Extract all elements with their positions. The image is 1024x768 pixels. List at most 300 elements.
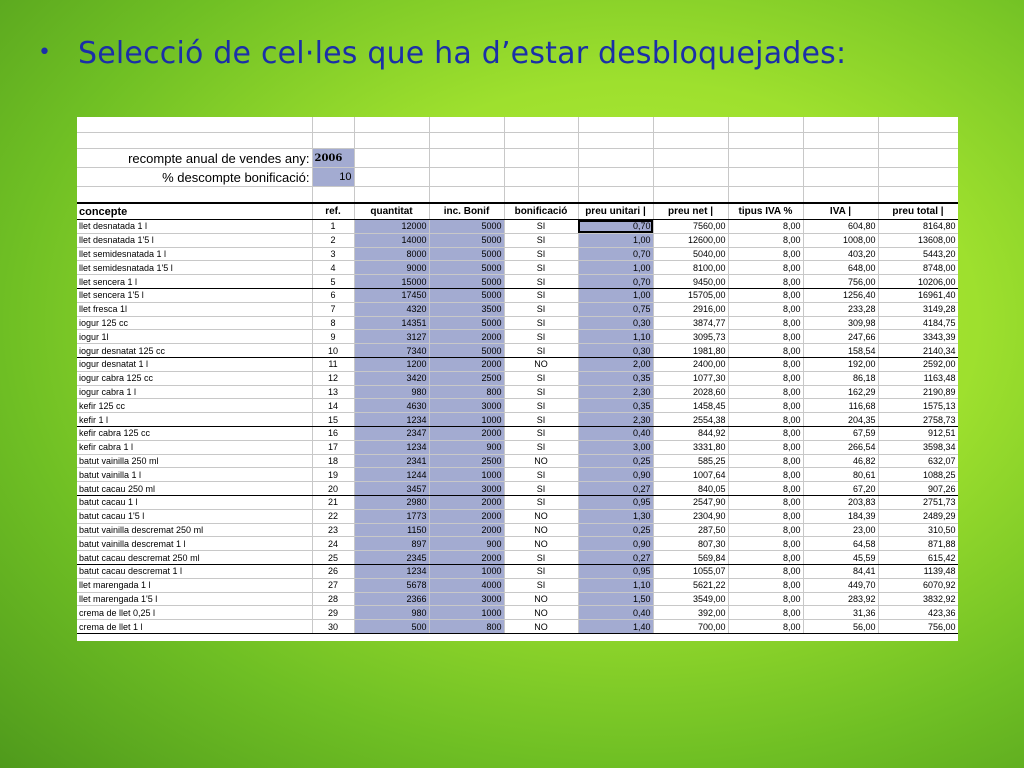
cell-preu-unitari[interactable]: 0,90 (578, 537, 653, 551)
cell-tipus-iva[interactable]: 8,00 (728, 482, 803, 496)
cell[interactable] (504, 187, 578, 204)
cell-preu-net[interactable]: 7560,00 (653, 220, 728, 234)
cell-preu-total[interactable]: 3832,92 (878, 592, 958, 606)
cell-ref[interactable]: 4 (312, 261, 354, 275)
table-row[interactable] (77, 620, 958, 634)
cell-inc-bonif[interactable]: 2000 (429, 330, 504, 344)
cell-inc-bonif[interactable]: 5000 (429, 316, 504, 330)
cell-iva[interactable]: 67,20 (803, 482, 878, 496)
cell-preu-net[interactable]: 9450,00 (653, 275, 728, 289)
cell[interactable] (878, 133, 958, 149)
cell-preu-unitari[interactable]: 2,30 (578, 413, 653, 427)
cell-preu-total[interactable]: 1163,48 (878, 371, 958, 385)
cell-inc-bonif[interactable]: 1000 (429, 468, 504, 482)
cell-preu-unitari[interactable]: 0,90 (578, 468, 653, 482)
cell-tipus-iva[interactable]: 8,00 (728, 564, 803, 578)
cell-concepte[interactable]: llet semidesnatada 1 l (77, 247, 312, 261)
cell-concepte[interactable]: batut vainilla 1 l (77, 468, 312, 482)
table-row[interactable] (77, 468, 958, 482)
cell-concepte[interactable]: llet desnatada 1'5 l (77, 233, 312, 247)
cell[interactable] (728, 187, 803, 204)
cell-inc-bonif[interactable]: 2000 (429, 426, 504, 440)
cell-bonificacio[interactable]: SI (504, 551, 578, 565)
cell-quantitat[interactable]: 17450 (354, 288, 429, 302)
cell-ref[interactable]: 7 (312, 302, 354, 316)
cell-concepte[interactable]: batut cacau descremat 250 ml (77, 551, 312, 565)
cell[interactable] (312, 117, 354, 133)
cell-concepte[interactable]: llet fresca 1l (77, 302, 312, 316)
cell-quantitat[interactable]: 1200 (354, 357, 429, 371)
cell[interactable] (653, 187, 728, 204)
cell-preu-total[interactable]: 2140,34 (878, 344, 958, 358)
table-row[interactable] (77, 302, 958, 316)
cell[interactable] (878, 117, 958, 133)
cell-inc-bonif[interactable]: 2000 (429, 357, 504, 371)
cell-tipus-iva[interactable]: 8,00 (728, 344, 803, 358)
cell[interactable] (803, 168, 878, 187)
cell-ref[interactable]: 6 (312, 288, 354, 302)
cell-ref[interactable]: 17 (312, 440, 354, 454)
cell-inc-bonif[interactable]: 5000 (429, 288, 504, 302)
cell-bonificacio[interactable]: SI (504, 330, 578, 344)
cell-inc-bonif[interactable]: 1000 (429, 413, 504, 427)
cell-bonificacio[interactable]: SI (504, 288, 578, 302)
cell-concepte[interactable]: batut vainilla descremat 1 l (77, 537, 312, 551)
cell[interactable] (312, 187, 354, 204)
table-row[interactable] (77, 399, 958, 413)
cell-concepte[interactable]: iogur 1l (77, 330, 312, 344)
cell-quantitat[interactable]: 4630 (354, 399, 429, 413)
cell-inc-bonif[interactable]: 800 (429, 620, 504, 634)
cell[interactable] (728, 168, 803, 187)
cell[interactable] (728, 133, 803, 149)
cell-tipus-iva[interactable]: 8,00 (728, 523, 803, 537)
cell-preu-net[interactable]: 1055,07 (653, 564, 728, 578)
cell-quantitat[interactable]: 980 (354, 606, 429, 620)
cell-concepte[interactable]: crema de llet 1 l (77, 620, 312, 634)
cell-bonificacio[interactable]: NO (504, 523, 578, 537)
cell-concepte[interactable]: iogur cabra 1 l (77, 385, 312, 399)
table-row[interactable] (77, 413, 958, 427)
cell-concepte[interactable]: iogur desnatat 125 cc (77, 344, 312, 358)
cell-tipus-iva[interactable]: 8,00 (728, 261, 803, 275)
cell-iva[interactable]: 204,35 (803, 413, 878, 427)
cell[interactable] (878, 187, 958, 204)
table-row[interactable] (77, 330, 958, 344)
cell[interactable] (354, 117, 429, 133)
cell-preu-net[interactable]: 1981,80 (653, 344, 728, 358)
cell-bonificacio[interactable]: SI (504, 371, 578, 385)
cell-inc-bonif[interactable]: 900 (429, 440, 504, 454)
cell-preu-net[interactable]: 844,92 (653, 426, 728, 440)
cell-bonificacio[interactable]: SI (504, 316, 578, 330)
cell-inc-bonif[interactable]: 5000 (429, 247, 504, 261)
cell-preu-total[interactable]: 3149,28 (878, 302, 958, 316)
cell-preu-unitari[interactable]: 0,40 (578, 426, 653, 440)
cell-iva[interactable]: 403,20 (803, 247, 878, 261)
cell-inc-bonif[interactable]: 5000 (429, 233, 504, 247)
cell-ref[interactable]: 12 (312, 371, 354, 385)
cell-preu-net[interactable]: 3549,00 (653, 592, 728, 606)
cell-concepte[interactable]: llet marengada 1 l (77, 578, 312, 592)
cell-tipus-iva[interactable]: 8,00 (728, 537, 803, 551)
cell-iva[interactable]: 31,36 (803, 606, 878, 620)
cell-preu-unitari[interactable]: 0,35 (578, 399, 653, 413)
cell-quantitat[interactable]: 15000 (354, 275, 429, 289)
table-row[interactable] (77, 564, 958, 578)
cell-preu-net[interactable]: 3874,77 (653, 316, 728, 330)
table-row[interactable] (77, 261, 958, 275)
cell-inc-bonif[interactable]: 2000 (429, 523, 504, 537)
cell-bonificacio[interactable]: SI (504, 413, 578, 427)
cell[interactable] (504, 149, 578, 168)
cell[interactable] (429, 149, 504, 168)
cell-tipus-iva[interactable]: 8,00 (728, 357, 803, 371)
cell-ref[interactable]: 10 (312, 344, 354, 358)
cell-tipus-iva[interactable]: 8,00 (728, 288, 803, 302)
cell-concepte[interactable]: llet sencera 1 l (77, 275, 312, 289)
cell-quantitat[interactable]: 7340 (354, 344, 429, 358)
cell-iva[interactable]: 45,59 (803, 551, 878, 565)
table-row[interactable] (77, 426, 958, 440)
cell-iva[interactable]: 158,54 (803, 344, 878, 358)
cell-bonificacio[interactable]: SI (504, 564, 578, 578)
cell-concepte[interactable]: iogur cabra 125 cc (77, 371, 312, 385)
cell-tipus-iva[interactable]: 8,00 (728, 551, 803, 565)
table-row[interactable] (77, 523, 958, 537)
cell-iva[interactable]: 1008,00 (803, 233, 878, 247)
cell-preu-net[interactable]: 3095,73 (653, 330, 728, 344)
cell-inc-bonif[interactable]: 5000 (429, 261, 504, 275)
cell-preu-net[interactable]: 1077,30 (653, 371, 728, 385)
table-row[interactable] (77, 247, 958, 261)
cell-ref[interactable]: 20 (312, 482, 354, 496)
cell-iva[interactable]: 283,92 (803, 592, 878, 606)
cell-inc-bonif[interactable]: 5000 (429, 275, 504, 289)
cell-preu-net[interactable]: 2304,90 (653, 509, 728, 523)
cell-preu-total[interactable]: 3598,34 (878, 440, 958, 454)
cell-tipus-iva[interactable]: 8,00 (728, 371, 803, 385)
cell-quantitat[interactable]: 500 (354, 620, 429, 634)
cell[interactable] (653, 133, 728, 149)
cell[interactable] (429, 133, 504, 149)
cell-inc-bonif[interactable]: 1000 (429, 564, 504, 578)
cell-ref[interactable]: 3 (312, 247, 354, 261)
cell-preu-unitari[interactable]: 1,10 (578, 578, 653, 592)
cell-tipus-iva[interactable]: 8,00 (728, 495, 803, 509)
cell-bonificacio[interactable]: NO (504, 509, 578, 523)
cell-preu-net[interactable]: 5040,00 (653, 247, 728, 261)
cell-preu-net[interactable]: 392,00 (653, 606, 728, 620)
cell-preu-total[interactable]: 2489,29 (878, 509, 958, 523)
cell-inc-bonif[interactable]: 1000 (429, 606, 504, 620)
cell-preu-unitari[interactable]: 1,10 (578, 330, 653, 344)
cell-preu-unitari[interactable]: 1,00 (578, 288, 653, 302)
cell-preu-net[interactable]: 2400,00 (653, 357, 728, 371)
cell-iva[interactable]: 64,58 (803, 537, 878, 551)
cell-ref[interactable]: 26 (312, 564, 354, 578)
cell[interactable] (803, 133, 878, 149)
cell-preu-total[interactable]: 6070,92 (878, 578, 958, 592)
cell-preu-total[interactable]: 1575,13 (878, 399, 958, 413)
cell-quantitat[interactable]: 3457 (354, 482, 429, 496)
cell-preu-net[interactable]: 15705,00 (653, 288, 728, 302)
cell-bonificacio[interactable]: SI (504, 220, 578, 234)
cell-preu-total[interactable]: 13608,00 (878, 233, 958, 247)
cell-inc-bonif[interactable]: 2000 (429, 509, 504, 523)
cell-ref[interactable]: 18 (312, 454, 354, 468)
cell-bonificacio[interactable]: SI (504, 261, 578, 275)
cell-ref[interactable]: 29 (312, 606, 354, 620)
cell-bonificacio[interactable]: SI (504, 344, 578, 358)
cell[interactable] (77, 133, 312, 149)
cell-preu-net[interactable]: 1458,45 (653, 399, 728, 413)
cell-concepte[interactable]: kefir cabra 125 cc (77, 426, 312, 440)
cell-ref[interactable]: 8 (312, 316, 354, 330)
cell-iva[interactable]: 162,29 (803, 385, 878, 399)
cell-preu-net[interactable]: 8100,00 (653, 261, 728, 275)
cell-iva[interactable]: 23,00 (803, 523, 878, 537)
cell[interactable] (429, 187, 504, 204)
cell-quantitat[interactable]: 1150 (354, 523, 429, 537)
cell-preu-total[interactable]: 310,50 (878, 523, 958, 537)
cell-ref[interactable]: 16 (312, 426, 354, 440)
cell-iva[interactable]: 247,66 (803, 330, 878, 344)
cell-ref[interactable]: 27 (312, 578, 354, 592)
cell-bonificacio[interactable]: NO (504, 357, 578, 371)
cell[interactable] (803, 187, 878, 204)
cell-ref[interactable]: 24 (312, 537, 354, 551)
cell-inc-bonif[interactable]: 3500 (429, 302, 504, 316)
cell[interactable] (728, 117, 803, 133)
cell-concepte[interactable]: batut cacau 1'5 l (77, 509, 312, 523)
cell-quantitat[interactable]: 14351 (354, 316, 429, 330)
cell[interactable] (578, 117, 653, 133)
cell-tipus-iva[interactable]: 8,00 (728, 413, 803, 427)
cell-preu-net[interactable]: 700,00 (653, 620, 728, 634)
cell-iva[interactable]: 203,83 (803, 495, 878, 509)
cell-concepte[interactable]: batut cacau 1 l (77, 495, 312, 509)
cell-bonificacio[interactable]: SI (504, 233, 578, 247)
cell-iva[interactable]: 116,68 (803, 399, 878, 413)
cell-quantitat[interactable]: 2366 (354, 592, 429, 606)
cell[interactable] (354, 133, 429, 149)
cell-ref[interactable]: 11 (312, 357, 354, 371)
cell-bonificacio[interactable]: SI (504, 426, 578, 440)
cell-quantitat[interactable]: 3420 (354, 371, 429, 385)
cell-bonificacio[interactable]: SI (504, 302, 578, 316)
cell-quantitat[interactable]: 14000 (354, 233, 429, 247)
cell-bonificacio[interactable]: SI (504, 247, 578, 261)
cell[interactable] (354, 187, 429, 204)
cell-quantitat[interactable]: 2347 (354, 426, 429, 440)
cell-preu-unitari[interactable]: 0,27 (578, 482, 653, 496)
cell-concepte[interactable]: crema de llet 0,25 l (77, 606, 312, 620)
cell-preu-total[interactable]: 912,51 (878, 426, 958, 440)
cell-preu-total[interactable]: 2751,73 (878, 495, 958, 509)
cell-ref[interactable]: 21 (312, 495, 354, 509)
cell-tipus-iva[interactable]: 8,00 (728, 509, 803, 523)
cell[interactable] (77, 117, 312, 133)
cell-preu-net[interactable]: 569,84 (653, 551, 728, 565)
cell-preu-unitari[interactable]: 0,70 (578, 275, 653, 289)
cell-preu-unitari[interactable]: 0,75 (578, 302, 653, 316)
cell-ref[interactable]: 9 (312, 330, 354, 344)
cell-preu-unitari[interactable]: 1,40 (578, 620, 653, 634)
cell-quantitat[interactable]: 4320 (354, 302, 429, 316)
cell-tipus-iva[interactable]: 8,00 (728, 426, 803, 440)
cell-iva[interactable]: 192,00 (803, 357, 878, 371)
cell-quantitat[interactable]: 1773 (354, 509, 429, 523)
cell-concepte[interactable]: kefir 125 cc (77, 399, 312, 413)
cell-ref[interactable]: 2 (312, 233, 354, 247)
cell-ref[interactable]: 19 (312, 468, 354, 482)
cell[interactable] (728, 149, 803, 168)
param-value-discount[interactable]: 10 (312, 168, 354, 187)
cell-preu-total[interactable]: 1088,25 (878, 468, 958, 482)
cell-inc-bonif[interactable]: 3000 (429, 399, 504, 413)
cell-iva[interactable]: 309,98 (803, 316, 878, 330)
cell[interactable] (504, 133, 578, 149)
cell-tipus-iva[interactable]: 8,00 (728, 399, 803, 413)
cell-preu-net[interactable]: 807,30 (653, 537, 728, 551)
cell[interactable] (504, 117, 578, 133)
cell-inc-bonif[interactable]: 2500 (429, 371, 504, 385)
cell-concepte[interactable]: batut cacau descremat 1 l (77, 564, 312, 578)
cell-iva[interactable]: 449,70 (803, 578, 878, 592)
cell-preu-unitari[interactable]: 0,30 (578, 344, 653, 358)
cell-tipus-iva[interactable]: 8,00 (728, 330, 803, 344)
cell-preu-net[interactable]: 3331,80 (653, 440, 728, 454)
cell-preu-unitari[interactable]: 1,30 (578, 509, 653, 523)
cell-quantitat[interactable]: 12000 (354, 220, 429, 234)
table-row[interactable] (77, 509, 958, 523)
cell-preu-total[interactable]: 2190,89 (878, 385, 958, 399)
cell[interactable] (653, 117, 728, 133)
table-row[interactable] (77, 371, 958, 385)
cell-quantitat[interactable]: 3127 (354, 330, 429, 344)
cell-quantitat[interactable]: 1234 (354, 564, 429, 578)
table-row[interactable] (77, 578, 958, 592)
cell[interactable] (504, 168, 578, 187)
cell-bonificacio[interactable]: SI (504, 578, 578, 592)
cell-ref[interactable]: 13 (312, 385, 354, 399)
cell-concepte[interactable]: iogur 125 cc (77, 316, 312, 330)
cell-quantitat[interactable]: 2345 (354, 551, 429, 565)
cell[interactable] (803, 117, 878, 133)
cell-ref[interactable]: 5 (312, 275, 354, 289)
cell-preu-total[interactable]: 1139,48 (878, 564, 958, 578)
cell-preu-net[interactable]: 585,25 (653, 454, 728, 468)
cell-tipus-iva[interactable]: 8,00 (728, 385, 803, 399)
cell-preu-unitari[interactable]: 3,00 (578, 440, 653, 454)
cell-tipus-iva[interactable]: 8,00 (728, 606, 803, 620)
cell-tipus-iva[interactable]: 8,00 (728, 454, 803, 468)
cell[interactable] (578, 187, 653, 204)
cell-preu-unitari[interactable]: 1,50 (578, 592, 653, 606)
cell[interactable] (653, 168, 728, 187)
cell-tipus-iva[interactable]: 8,00 (728, 220, 803, 234)
cell-preu-net[interactable]: 2028,60 (653, 385, 728, 399)
table-row[interactable] (77, 275, 958, 289)
cell-preu-net[interactable]: 12600,00 (653, 233, 728, 247)
cell-preu-unitari[interactable]: 0,25 (578, 523, 653, 537)
cell-inc-bonif[interactable]: 800 (429, 385, 504, 399)
cell-preu-net[interactable]: 2547,90 (653, 495, 728, 509)
cell-preu-total[interactable]: 8748,00 (878, 261, 958, 275)
cell-tipus-iva[interactable]: 8,00 (728, 247, 803, 261)
cell-preu-net[interactable]: 287,50 (653, 523, 728, 537)
cell-ref[interactable]: 22 (312, 509, 354, 523)
table-row[interactable] (77, 537, 958, 551)
cell-preu-unitari[interactable]: 2,30 (578, 385, 653, 399)
cell-concepte[interactable]: batut cacau 250 ml (77, 482, 312, 496)
table-row[interactable] (77, 482, 958, 496)
cell-bonificacio[interactable]: NO (504, 592, 578, 606)
cell-preu-total[interactable]: 16961,40 (878, 288, 958, 302)
cell-inc-bonif[interactable]: 2000 (429, 495, 504, 509)
cell-inc-bonif[interactable]: 3000 (429, 482, 504, 496)
cell-preu-net[interactable]: 2554,38 (653, 413, 728, 427)
cell-preu-total[interactable]: 4184,75 (878, 316, 958, 330)
cell-bonificacio[interactable]: SI (504, 275, 578, 289)
cell-concepte[interactable]: llet marengada 1'5 l (77, 592, 312, 606)
cell-bonificacio[interactable]: SI (504, 399, 578, 413)
cell-ref[interactable]: 28 (312, 592, 354, 606)
cell[interactable] (312, 133, 354, 149)
cell-inc-bonif[interactable]: 3000 (429, 592, 504, 606)
table-row[interactable] (77, 316, 958, 330)
cell-preu-total[interactable]: 423,36 (878, 606, 958, 620)
cell-concepte[interactable]: kefir cabra 1 l (77, 440, 312, 454)
cell-inc-bonif[interactable]: 5000 (429, 344, 504, 358)
cell-tipus-iva[interactable]: 8,00 (728, 316, 803, 330)
cell-iva[interactable]: 604,80 (803, 220, 878, 234)
cell-tipus-iva[interactable]: 8,00 (728, 233, 803, 247)
table-row[interactable] (77, 357, 958, 371)
cell-preu-unitari[interactable]: 0,70 (578, 247, 653, 261)
cell-preu-unitari[interactable]: 0,40 (578, 606, 653, 620)
cell-preu-unitari[interactable]: 0,25 (578, 454, 653, 468)
cell-tipus-iva[interactable]: 8,00 (728, 440, 803, 454)
cell-preu-total[interactable]: 632,07 (878, 454, 958, 468)
cell-preu-total[interactable]: 8164,80 (878, 220, 958, 234)
table-row[interactable] (77, 385, 958, 399)
cell-preu-net[interactable]: 1007,64 (653, 468, 728, 482)
cell-iva[interactable]: 84,41 (803, 564, 878, 578)
cell-ref[interactable]: 15 (312, 413, 354, 427)
cell-iva[interactable]: 67,59 (803, 426, 878, 440)
table-row[interactable] (77, 454, 958, 468)
cell-preu-unitari[interactable]: 0,27 (578, 551, 653, 565)
table-row[interactable] (77, 344, 958, 358)
cell-iva[interactable]: 56,00 (803, 620, 878, 634)
cell[interactable] (77, 187, 312, 204)
cell-preu-total[interactable]: 10206,00 (878, 275, 958, 289)
table-row[interactable] (77, 440, 958, 454)
cell-quantitat[interactable]: 2341 (354, 454, 429, 468)
cell-preu-unitari[interactable]: 0,95 (578, 564, 653, 578)
cell-preu-total[interactable]: 907,26 (878, 482, 958, 496)
cell-preu-total[interactable]: 615,42 (878, 551, 958, 565)
cell-iva[interactable]: 648,00 (803, 261, 878, 275)
cell-iva[interactable]: 233,28 (803, 302, 878, 316)
cell-ref[interactable]: 23 (312, 523, 354, 537)
cell-bonificacio[interactable]: NO (504, 606, 578, 620)
cell-preu-unitari[interactable]: 1,00 (578, 261, 653, 275)
cell-preu-total[interactable]: 5443,20 (878, 247, 958, 261)
cell-preu-unitari[interactable]: 1,00 (578, 233, 653, 247)
